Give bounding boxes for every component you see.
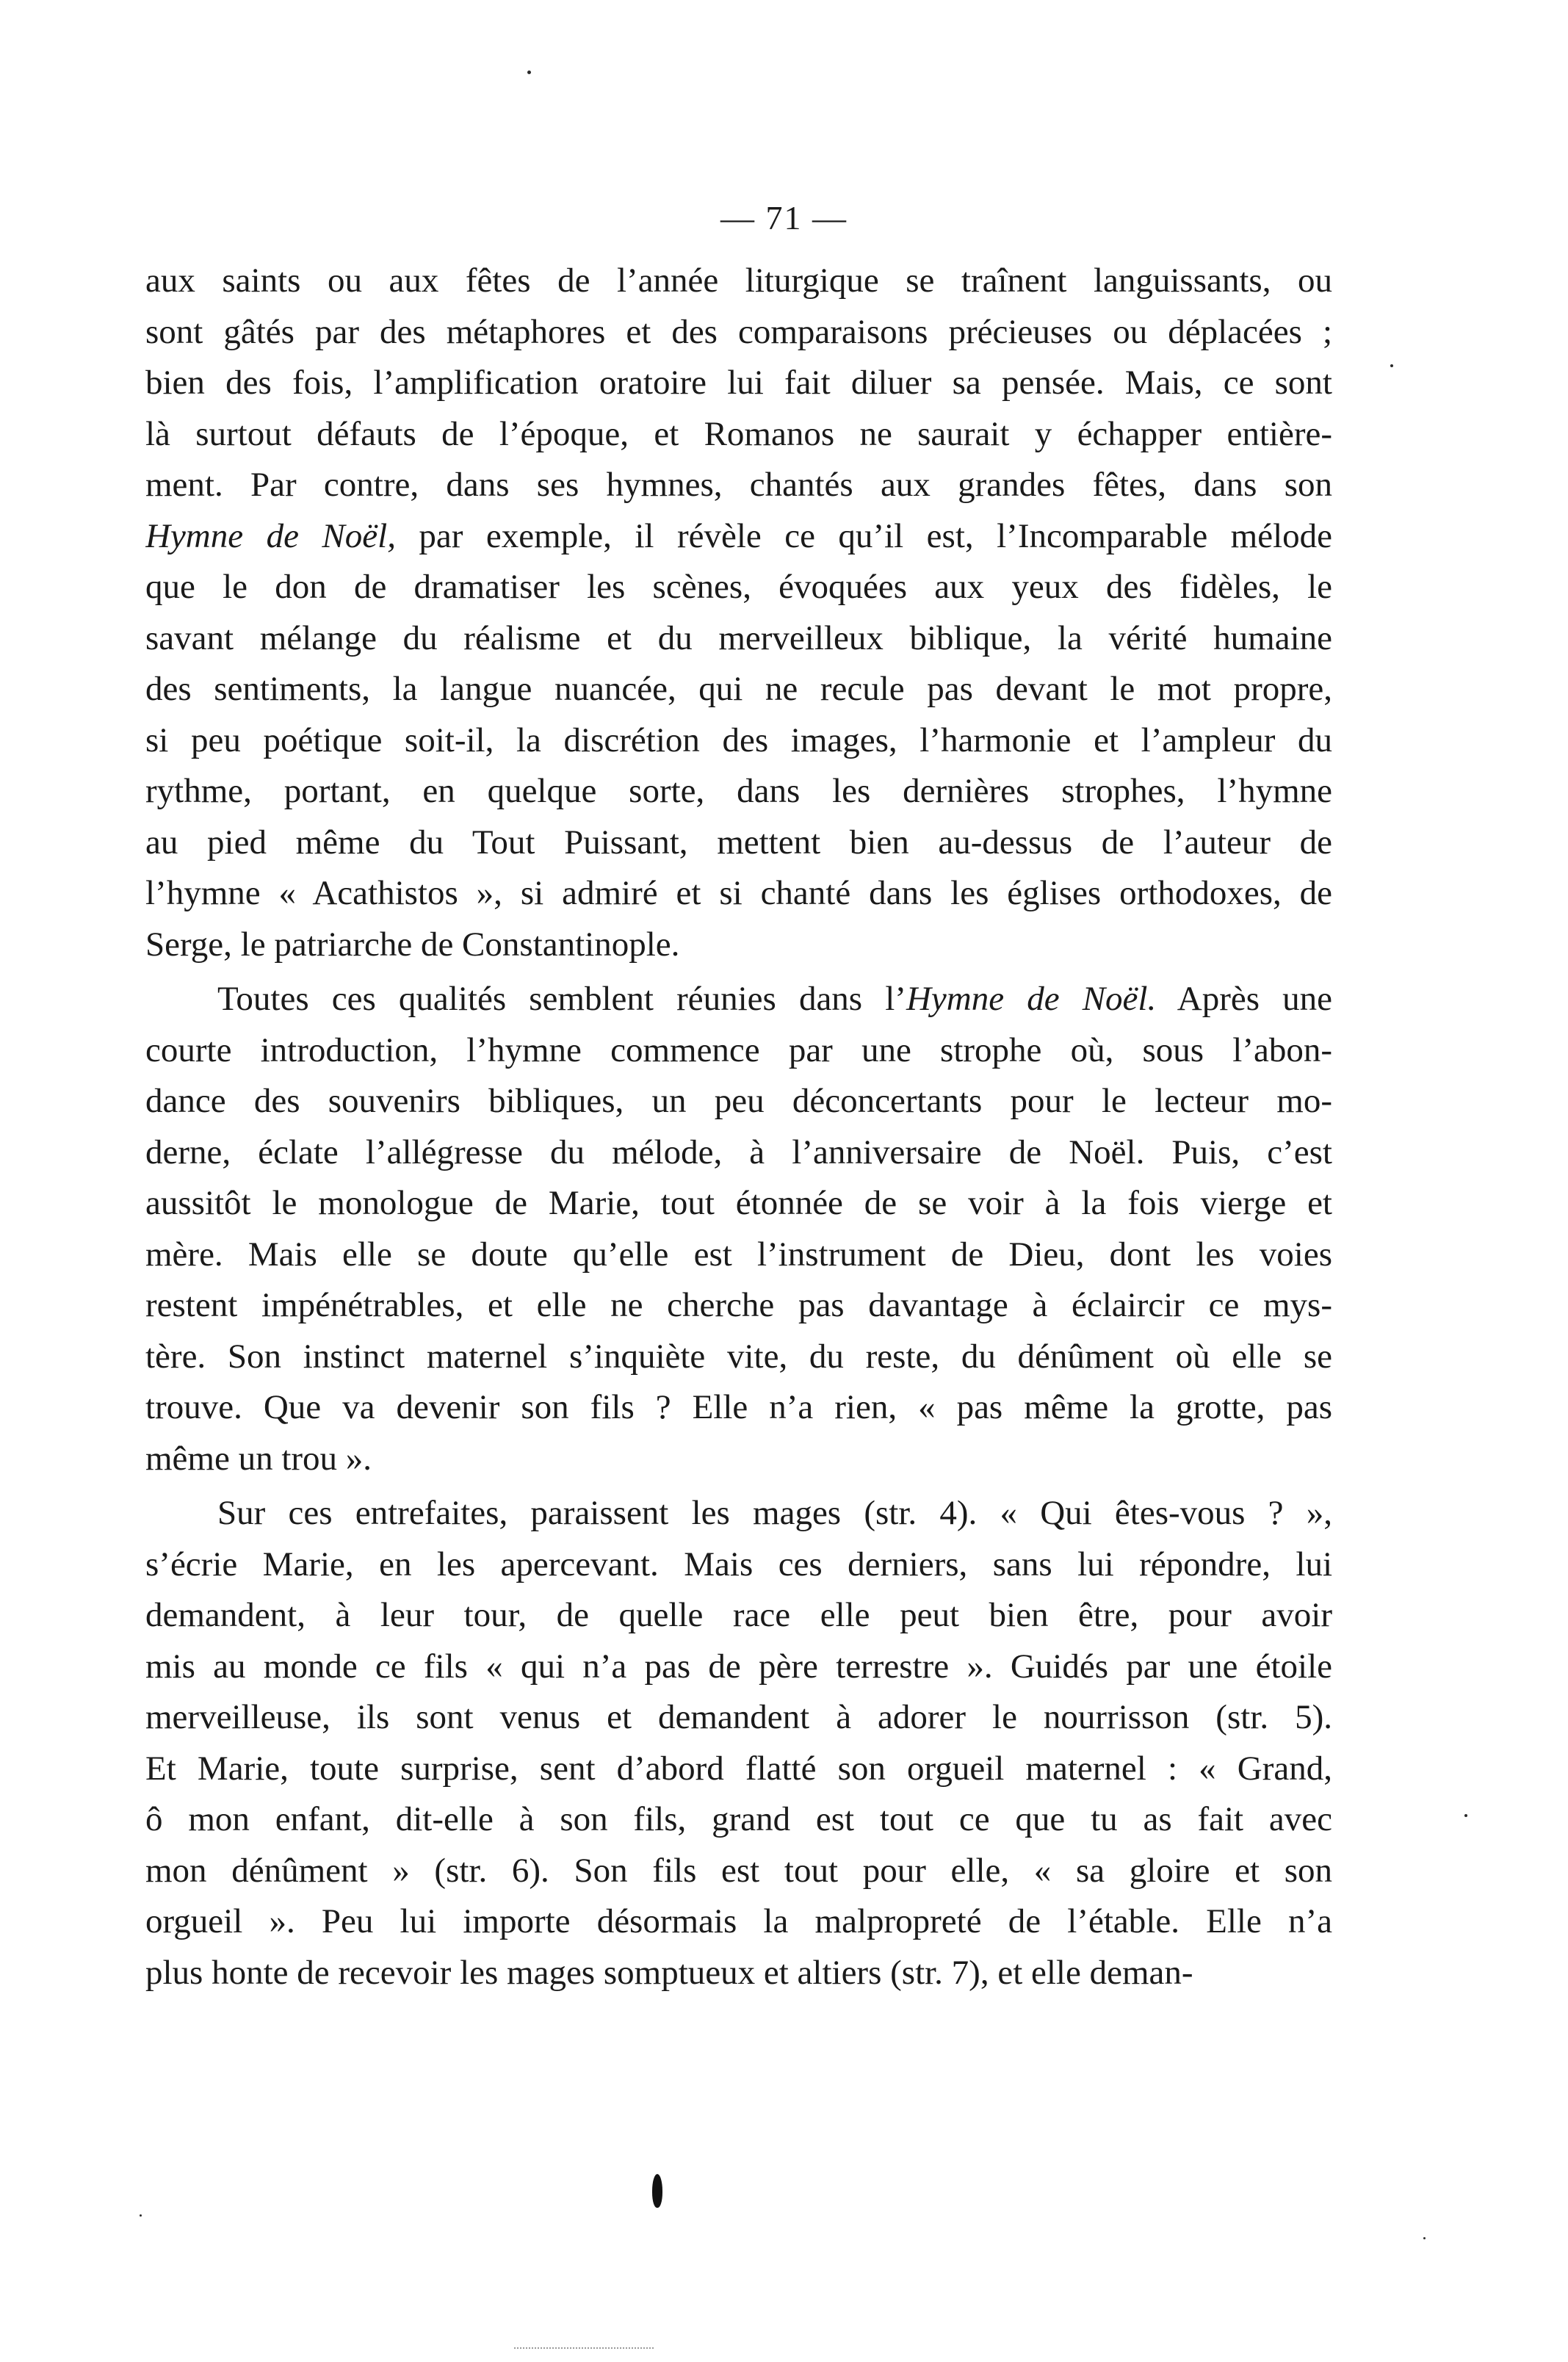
page-number: — 71 — (720, 199, 848, 236)
text-line (145, 1846, 1332, 1897)
text-run: savant mélange du réalisme et du merveilleux biblique, la vérité humaine (145, 618, 1332, 657)
ink-blot (652, 2174, 662, 2208)
paragraph (145, 974, 1332, 1484)
text-line (145, 1229, 1332, 1281)
text-run: rythme, portant, en quelque sorte, dans les dernières strophes, l’hymne (145, 772, 1332, 810)
italic-title: Hymne de Noël, (145, 516, 396, 555)
text-line (145, 1025, 1332, 1077)
text-run: par exemple, il révèle ce qu’il est, l’Incomparable mélode (395, 516, 1332, 555)
text-line (145, 868, 1332, 920)
text-run: bien des fois, l’amplification oratoire lui fait diluer sa pensée. Mais, ce sont (145, 364, 1332, 402)
text-run: restent impénétrables, et elle ne cherche pas davantage à éclaircir ce mys- (145, 1286, 1332, 1324)
text-line (145, 256, 1332, 307)
text-run: trouve. Que va devenir son fils ? Elle n’a rien, « pas même la grotte, pas (145, 1388, 1332, 1426)
text-run: Et Marie, toute surprise, sent d’abord flatté son orgueil maternel : « Grand, (145, 1749, 1332, 1788)
ink-speck (140, 2214, 142, 2217)
text-run: que le don de dramatiser les scènes, évoquées aux yeux des fidèles, le (145, 568, 1332, 606)
text-run: mère. Mais elle se doute qu’elle est l’instrument de Dieu, dont les voies (145, 1235, 1332, 1274)
text-line (145, 1280, 1332, 1332)
text-line (145, 1948, 1332, 1999)
text-line (145, 460, 1332, 511)
text-run: derne, éclate l’allégresse du mélode, à l’anniversaire de Noël. Puis, c’est (145, 1133, 1332, 1171)
text-line (145, 1590, 1332, 1642)
ink-speck (527, 71, 531, 74)
text-line (145, 920, 1332, 971)
text-run: ment. Par contre, dans ses hymnes, chantés aux grandes fêtes, dans son (145, 466, 1332, 504)
text-run: plus honte de recevoir les mages somptueux et altiers (str. 7), et elle deman- (145, 1953, 1193, 1992)
text-run: sont gâtés par des métaphores et des comparaisons précieuses ou déplacées ; (145, 312, 1332, 351)
text-run: s’écrie Marie, en les apercevant. Mais ces derniers, sans lui répondre, lui (145, 1545, 1332, 1583)
text-line (145, 409, 1332, 461)
text-line (145, 1692, 1332, 1744)
text-run: au pied même du Tout Puissant, mettent bien au-dessus de l’auteur de (145, 823, 1332, 862)
text-line (145, 1488, 1332, 1539)
text-line (145, 1642, 1332, 1693)
ink-speck (1390, 364, 1393, 367)
text-line (145, 974, 1332, 1025)
ink-speck (1464, 1814, 1467, 1817)
text-run: merveilleuse, ils sont venus et demandent à adorer le nourrisson (str. 5). (145, 1698, 1332, 1736)
text-line (145, 1332, 1332, 1383)
paragraph (145, 256, 1332, 970)
text-run: Toutes ces qualités semblent réunies dans l’ (217, 980, 906, 1018)
text-line (145, 1539, 1332, 1591)
text-run: tère. Son instinct maternel s’inquiète vite, du reste, du dénûment où elle se (145, 1337, 1332, 1376)
text-line (145, 1744, 1332, 1795)
text-line (145, 1382, 1332, 1434)
text-run: mis au monde ce fils « qui n’a pas de père terrestre ». Guidés par une étoile (145, 1647, 1332, 1686)
text-run: demandent, à leur tour, de quelle race elle peut bien être, pour avoir (145, 1596, 1332, 1634)
text-run: ô mon enfant, dit-elle à son fils, grand est tout ce que tu as fait avec (145, 1800, 1332, 1838)
text-line (145, 1434, 1332, 1485)
paragraph (145, 1488, 1332, 1998)
text-run: là surtout défauts de l’époque, et Romanos ne saurait y échapper entière- (145, 414, 1332, 453)
text-run: Après une (1156, 980, 1332, 1018)
text-line (145, 511, 1332, 563)
text-run: Serge, le patriarche de Constantinople. (145, 925, 680, 964)
ink-speck (1423, 2237, 1426, 2239)
text-run: aux saints ou aux fêtes de l’année liturgique se traînent languissants, ou (145, 261, 1332, 300)
text-run: orgueil ». Peu lui importe désormais la malpropreté de l’étable. Elle n’a (145, 1902, 1332, 1940)
italic-title: Hymne de Noël. (906, 980, 1157, 1018)
text-run: l’hymne « Acathistos », si admiré et si chanté dans les églises orthodoxes, de (145, 874, 1332, 912)
text-line (145, 664, 1332, 715)
text-line (145, 307, 1332, 358)
text-line (145, 766, 1332, 817)
text-run: dance des souvenirs bibliques, un peu déconcertants pour le lecteur mo- (145, 1082, 1332, 1120)
text-run: si peu poétique soit-il, la discrétion des images, l’harmonie et l’ampleur du (145, 720, 1332, 759)
text-run: courte introduction, l’hymne commence par une strophe où, sous l’abon- (145, 1030, 1332, 1069)
text-run: des sentiments, la langue nuancée, qui ne recule pas devant le mot propre, (145, 670, 1332, 708)
text-run: aussitôt le monologue de Marie, tout étonnée de se voir à la fois vierge et (145, 1184, 1332, 1222)
text-line (145, 817, 1332, 869)
text-line (145, 613, 1332, 665)
text-line (145, 1794, 1332, 1846)
text-run: mon dénûment » (str. 6). Son fils est tout pour elle, « sa gloire et son (145, 1851, 1332, 1890)
text-line (145, 358, 1332, 409)
text-line (145, 1076, 1332, 1127)
text-run: même un trou ». (145, 1439, 372, 1478)
text-line (145, 715, 1332, 767)
text-line (145, 1896, 1332, 1948)
footer-rule (514, 2347, 654, 2350)
text-line (145, 1127, 1332, 1179)
body-text (145, 256, 1332, 1998)
text-line (145, 562, 1332, 613)
text-run: Sur ces entrefaites, paraissent les mages (str. 4). « Qui êtes-vous ? », (217, 1494, 1332, 1532)
text-line (145, 1178, 1332, 1229)
